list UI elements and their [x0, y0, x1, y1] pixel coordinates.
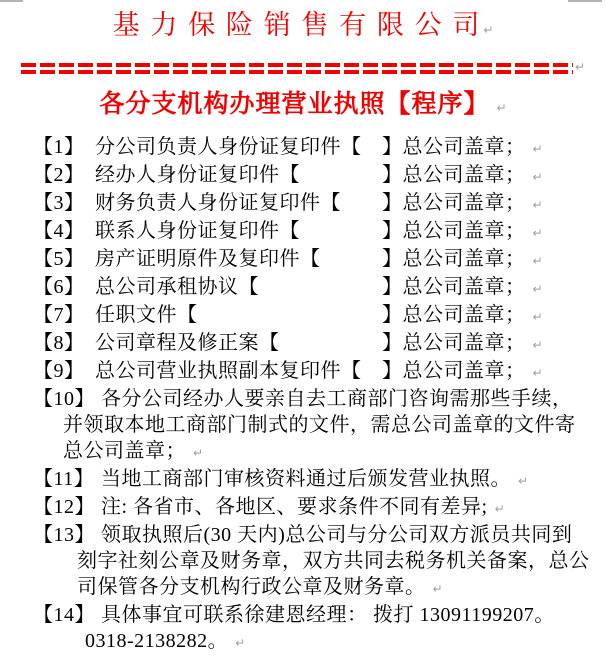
margin-crop-mark-right — [568, 0, 602, 2]
item-line — [33, 274, 598, 302]
paragraph-mark: ↵ — [483, 23, 494, 37]
item-text: 任职文件【 】总公司盖章； — [95, 304, 526, 326]
item-number: 【7】 — [33, 304, 85, 326]
paragraph-mark: ↵ — [532, 254, 543, 268]
red-double-line-divider — [21, 63, 573, 74]
item-number: 【8】 — [33, 332, 85, 354]
list-item — [33, 302, 598, 330]
paragraph-mark: ↵ — [432, 582, 443, 596]
paragraph-mark: ↵ — [574, 60, 585, 74]
list-item — [33, 466, 598, 494]
item-line — [33, 628, 598, 656]
item-line — [33, 190, 598, 218]
item-text: 总公司盖章； — [63, 440, 186, 462]
item-line — [33, 412, 598, 438]
item-line — [33, 218, 598, 246]
document-heading: 各分支机构办理营业执照【程序】 — [99, 91, 490, 118]
item-number: 【2】 — [33, 164, 85, 186]
item-text: 经办人身份证复印件【 】总公司盖章； — [95, 164, 526, 186]
paragraph-mark: ↵ — [235, 636, 246, 650]
list-item — [33, 358, 598, 386]
item-number: 【6】 — [33, 276, 85, 298]
paragraph-mark: ↵ — [193, 446, 204, 460]
item-line — [33, 494, 598, 522]
paragraph-mark: ↵ — [518, 474, 529, 488]
item-line — [33, 438, 598, 466]
paragraph-mark: ↵ — [532, 170, 543, 184]
paragraph-mark: ↵ — [532, 198, 543, 212]
item-line — [33, 358, 598, 386]
item-number: 【11】 — [33, 468, 95, 490]
item-text: 具体事宜可联系徐建恩经理： 拨打 13091199207。 — [101, 604, 555, 626]
item-line — [33, 330, 598, 358]
paragraph-mark: ↵ — [532, 226, 543, 240]
item-text: 当地工商部门审核资料通过后颁发营业执照。 — [101, 468, 511, 490]
paragraph-mark: ↵ — [532, 310, 543, 324]
item-line — [33, 162, 598, 190]
list-item — [33, 494, 598, 522]
item-text: 公司章程及修正案【 】总公司盖章； — [95, 332, 526, 354]
paragraph-mark: ↵ — [494, 502, 505, 516]
paragraph-mark: ↵ — [532, 338, 543, 352]
item-line — [33, 134, 598, 162]
item-number: 【14】 — [33, 604, 95, 626]
list-item — [33, 602, 598, 656]
margin-crop-mark-left — [0, 0, 23, 2]
item-number: 【1】 — [33, 136, 85, 158]
item-line — [33, 386, 598, 412]
item-text: 总公司承租协议【 】总公司盖章； — [95, 276, 526, 298]
list-item — [33, 522, 598, 602]
item-text: 领取执照后(30 天内)总公司与分公司双方派员共同到 — [101, 524, 573, 546]
item-text: 0318-2138282。 — [85, 630, 229, 652]
paragraph-mark: ↵ — [496, 101, 507, 115]
item-line — [33, 522, 598, 548]
item-text: 司保管各分支机构行政公章及财务章。 — [77, 576, 426, 598]
paragraph-mark: ↵ — [532, 366, 543, 380]
item-line — [33, 574, 598, 602]
item-line — [33, 466, 598, 494]
item-text: 分公司负责人身份证复印件【 】总公司盖章； — [95, 136, 526, 158]
list-item — [33, 274, 598, 302]
item-text: 各分公司经办人要亲自去工商部门咨询需那些手续， — [101, 388, 573, 410]
title-row — [0, 0, 606, 47]
list-item — [33, 190, 598, 218]
item-number: 【12】 — [33, 496, 95, 518]
list-item — [33, 386, 598, 466]
list-item — [33, 330, 598, 358]
list-item — [33, 246, 598, 274]
item-number: 【10】 — [33, 388, 95, 410]
item-text: 房产证明原件及复印件【 】总公司盖章； — [95, 248, 526, 270]
list-item — [33, 134, 598, 162]
item-text: 注: 各省市、各地区、要求条件不同有差异; — [101, 496, 488, 518]
heading-row — [0, 90, 606, 123]
paragraph-mark: ↵ — [532, 142, 543, 156]
item-number: 【3】 — [33, 192, 85, 214]
item-line — [33, 302, 598, 330]
procedure-item-list — [0, 134, 606, 656]
item-line — [33, 602, 598, 628]
list-item — [33, 162, 598, 190]
item-text: 联系人身份证复印件【 】总公司盖章； — [95, 220, 526, 242]
item-number: 【13】 — [33, 524, 95, 546]
item-number: 【9】 — [33, 360, 85, 382]
item-line — [33, 548, 598, 574]
item-number: 【5】 — [33, 248, 85, 270]
paragraph-mark: ↵ — [532, 282, 543, 296]
item-line — [33, 246, 598, 274]
item-text: 总公司营业执照副本复印件【 】总公司盖章； — [95, 360, 526, 382]
list-item — [33, 218, 598, 246]
item-text: 财务负责人身份证复印件【 】总公司盖章； — [95, 192, 526, 214]
item-text: 并领取本地工商部门制式的文件，需总公司盖章的文件寄 — [63, 414, 576, 436]
item-text: 刻字社刻公章及财务章，双方共同去税务机关备案，总公 — [77, 550, 590, 572]
company-title: 基 力 保 险 销 售 有 限 公 司 — [112, 10, 482, 40]
item-number: 【4】 — [33, 220, 85, 242]
divider-row — [21, 61, 585, 74]
